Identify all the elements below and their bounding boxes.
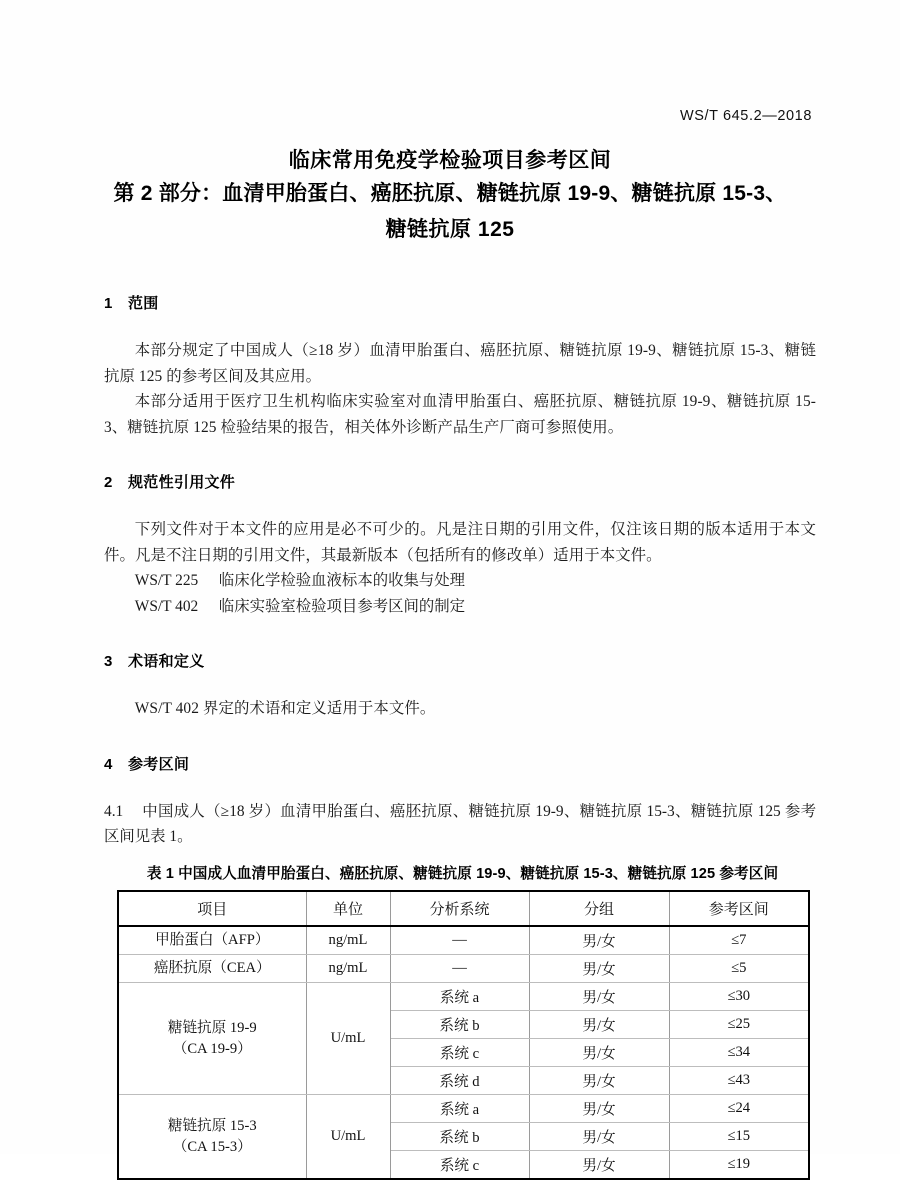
spacer <box>104 722 816 753</box>
cell-unit: ng/mL <box>306 955 390 983</box>
section-4-label: 参考区间 <box>128 755 190 773</box>
cell-item <box>118 983 306 1095</box>
cell-analysis-system: — <box>390 926 529 955</box>
cell-item: 甲胎蛋白（AFP） <box>118 926 306 955</box>
reference-interval-table-block <box>117 862 808 1180</box>
table-row <box>118 955 809 983</box>
cell-unit: U/mL <box>306 983 390 1095</box>
column-header-unit: 单位 <box>306 891 390 926</box>
cell-reference-interval: ≤43 <box>669 1067 809 1095</box>
cell-reference-interval: ≤5 <box>669 955 809 983</box>
cell-analysis-system: 系统 c <box>390 1039 529 1067</box>
cell-unit: ng/mL <box>306 926 390 955</box>
spacer <box>104 440 816 471</box>
section-2-label: 规范性引用文件 <box>128 474 236 491</box>
cell-group: 男/女 <box>529 1095 669 1123</box>
cell-group: 男/女 <box>529 955 669 983</box>
normative-reference-item <box>104 594 816 620</box>
table-row <box>118 983 809 1011</box>
section-heading-1 <box>104 292 816 313</box>
table-row <box>118 1095 809 1123</box>
table-row <box>118 926 809 955</box>
cell-analysis-system: 系统 a <box>390 1095 529 1123</box>
item-name: 糖链抗原 15-3 <box>167 1117 257 1134</box>
spacer <box>104 492 816 517</box>
cell-analysis-system: 系统 b <box>390 1123 529 1151</box>
cell-group: 男/女 <box>529 983 669 1011</box>
section-1-number: 1 <box>104 295 113 312</box>
item-abbreviation: （CA 19-9） <box>172 1040 252 1057</box>
cell-analysis-system: 系统 a <box>390 983 529 1011</box>
column-header-reference-interval: 参考区间 <box>669 891 809 926</box>
item-abbreviation: （CA 15-3） <box>172 1138 252 1155</box>
running-header-standard-code: WS/T 645.2—2018 <box>679 108 812 124</box>
section-heading-4 <box>104 753 816 774</box>
cell-analysis-system: — <box>390 955 529 983</box>
section-2-number: 2 <box>104 474 113 491</box>
clause-4-1-number: 4.1 <box>104 802 124 820</box>
cell-reference-interval: ≤34 <box>669 1039 809 1067</box>
cell-reference-interval: ≤25 <box>669 1011 809 1039</box>
section-3-number: 3 <box>104 653 113 670</box>
section-heading-2 <box>104 471 816 492</box>
reference-code: WS/T 402 <box>134 597 199 615</box>
normative-reference-item <box>104 568 816 594</box>
cell-group: 男/女 <box>529 926 669 955</box>
reference-title: 临床化学检验血液标本的收集与处理 <box>218 572 466 589</box>
column-header-system: 分析系统 <box>390 891 529 926</box>
reference-code: WS/T 225 <box>134 572 199 589</box>
title-line-3: 糖链抗原 125 <box>385 218 515 241</box>
cell-item <box>118 1095 306 1180</box>
spacer <box>104 619 816 650</box>
section-3-paragraph-1: WS/T 402 界定的术语和定义适用于本文件。 <box>134 700 436 717</box>
cell-analysis-system: 系统 c <box>390 1151 529 1180</box>
section-1-paragraph-2: 本部分适用于医疗卫生机构临床实验室对血清甲胎蛋白、癌胚抗原、糖链抗原 19-9、糖链抗原 15-3、糖链抗原 125 检验结果的报告，相关体外诊断产品生产厂商可参照使用。 <box>104 393 816 436</box>
spacer <box>104 313 816 338</box>
cell-reference-interval: ≤19 <box>669 1151 809 1180</box>
clause-4-1-text: 中国成人（≥18 岁）血清甲胎蛋白、癌胚抗原、糖链抗原 19-9、糖链抗原 15-3、糖链抗原 125 参考区间见表 1。 <box>104 802 816 845</box>
section-4-number: 4 <box>104 755 113 773</box>
cell-reference-interval: ≤7 <box>669 926 809 955</box>
column-header-group: 分组 <box>529 891 669 926</box>
cell-group: 男/女 <box>529 1067 669 1095</box>
table-caption: 表 1 中国成人血清甲胎蛋白、癌胚抗原、糖链抗原 19-9、糖链抗原 15-3、糖链抗原 125 参考区间 <box>146 866 779 882</box>
cell-item: 癌胚抗原（CEA） <box>118 955 306 983</box>
section-2-paragraph-1: 下列文件对于本文件的应用是必不可少的。凡是注日期的引用文件，仅注该日期的版本适用于本文件。凡是不注日期的引用文件，其最新版本（包括所有的修改单）适用于本文件。 <box>104 521 816 564</box>
table-body <box>118 926 809 1179</box>
table-header-row <box>118 891 809 926</box>
document-title <box>95 146 805 248</box>
section-heading-3 <box>104 650 816 671</box>
reference-title: 临床实验室检验项目参考区间的制定 <box>218 597 466 615</box>
cell-group: 男/女 <box>529 1151 669 1180</box>
cell-group: 男/女 <box>529 1123 669 1151</box>
cell-analysis-system: 系统 b <box>390 1011 529 1039</box>
spacer <box>104 774 816 799</box>
cell-analysis-system: 系统 d <box>390 1067 529 1095</box>
clause-4-1 <box>104 799 816 850</box>
cell-unit: U/mL <box>306 1095 390 1180</box>
cell-reference-interval: ≤15 <box>669 1123 809 1151</box>
item-name: 糖链抗原 19-9 <box>167 1019 257 1036</box>
section-3-label: 术语和定义 <box>128 653 205 670</box>
cell-reference-interval: ≤30 <box>669 983 809 1011</box>
document-body <box>104 292 816 850</box>
cell-group: 男/女 <box>529 1011 669 1039</box>
spacer <box>104 671 816 696</box>
section-1-paragraph-1: 本部分规定了中国成人（≥18 岁）血清甲胎蛋白、癌胚抗原、糖链抗原 19-9、糖链抗原 15-3、糖链抗原 125 的参考区间及其应用。 <box>104 342 816 385</box>
cell-group: 男/女 <box>529 1039 669 1067</box>
title-line-1: 临床常用免疫学检验项目参考区间 <box>288 149 612 172</box>
reference-interval-table <box>117 890 810 1180</box>
section-1-label: 范围 <box>128 295 159 312</box>
column-header-item: 项目 <box>118 891 306 926</box>
title-line-2: 第 2 部分：血清甲胎蛋白、癌胚抗原、糖链抗原 19-9、糖链抗原 15-3、 <box>113 182 787 205</box>
cell-reference-interval: ≤24 <box>669 1095 809 1123</box>
